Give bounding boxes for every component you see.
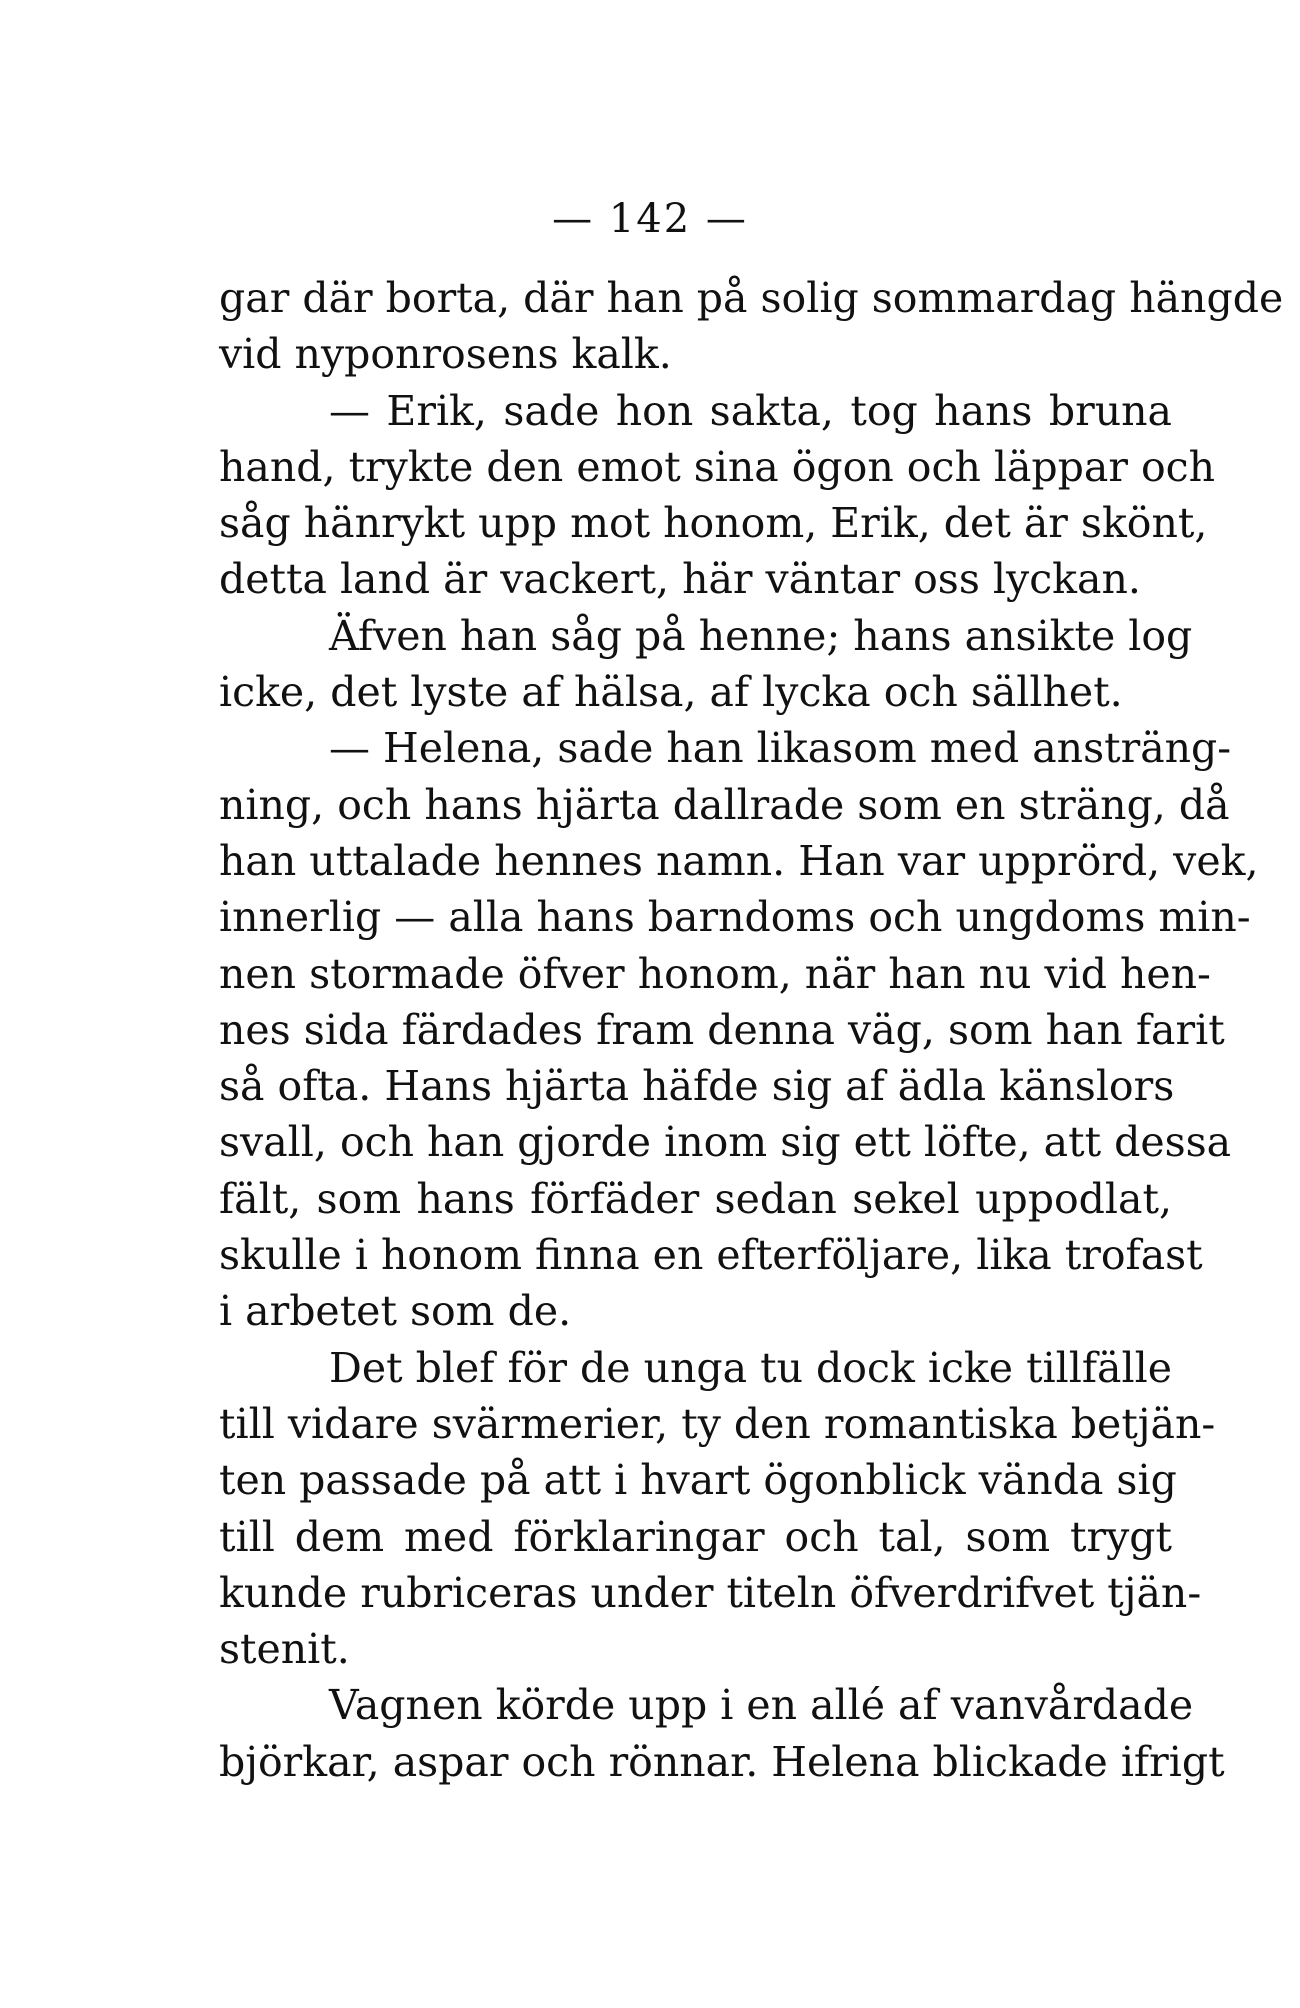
- text-line: vid nyponrosens kalk.: [219, 330, 672, 379]
- text-line: gar där borta, där han på solig sommardag hängde: [219, 274, 1284, 322]
- text-line: Äfven han såg på henne; hans ansikte log: [329, 611, 1193, 660]
- text-line: svall, och han gjorde inom sig ett löfte, att dessa: [219, 1118, 1232, 1167]
- text-line: kunde rubriceras under titeln öfverdrifvet tjän-: [219, 1568, 1202, 1617]
- page-number: — 142 —: [552, 196, 748, 242]
- text-line: — Erik, sade hon sakta, tog hans bruna: [329, 386, 1172, 435]
- text-line: till dem med förklaringar och tal, som trygt: [219, 1512, 1172, 1561]
- text-line: fält, som hans förfäder sedan sekel uppodlat,: [219, 1174, 1172, 1223]
- text-line: Vagnen körde upp i en allé af vanvårdade: [329, 1681, 1194, 1730]
- page-text: [219, 270, 1284, 1790]
- text-line: stenit.: [219, 1625, 350, 1674]
- text-line: ten passade på att i hvart ögonblick vända sig: [219, 1456, 1177, 1505]
- text-line: hand, trykte den emot sina ögon och läppar och: [219, 442, 1216, 491]
- text-line: Det blef för de unga tu dock icke tillfälle: [329, 1343, 1172, 1392]
- text-line: nes sida färdades fram denna väg, som han farit: [219, 1005, 1225, 1054]
- text-line: icke, det lyste af hälsa, af lycka och sällhet.: [219, 668, 1123, 717]
- text-line: ning, och hans hjärta dallrade som en sträng, då: [219, 780, 1230, 829]
- text-line: i arbetet som de.: [219, 1287, 572, 1336]
- text-line: så ofta. Hans hjärta häfde sig af ädla känslors: [219, 1062, 1175, 1111]
- text-line: — Helena, sade han likasom med ansträng-: [329, 724, 1232, 773]
- text-line: han uttalade hennes namn. Han var upprörd, vek,: [219, 836, 1259, 885]
- text-line: innerlig — alla hans barndoms och ungdoms min-: [219, 893, 1251, 942]
- text-line: detta land är vackert, här väntar oss lyckan.: [219, 555, 1141, 604]
- text-line: såg hänrykt upp mot honom, Erik, det är skönt,: [219, 499, 1208, 548]
- text-line: nen stormade öfver honom, när han nu vid hen-: [219, 949, 1211, 998]
- text-line: skulle i honom finna en efterföljare, lika trofast: [219, 1231, 1203, 1280]
- text-line: björkar, aspar och rönnar. Helena blickade ifrigt: [219, 1737, 1225, 1786]
- text-line: till vidare svärmerier, ty den romantiska betjän-: [219, 1399, 1216, 1448]
